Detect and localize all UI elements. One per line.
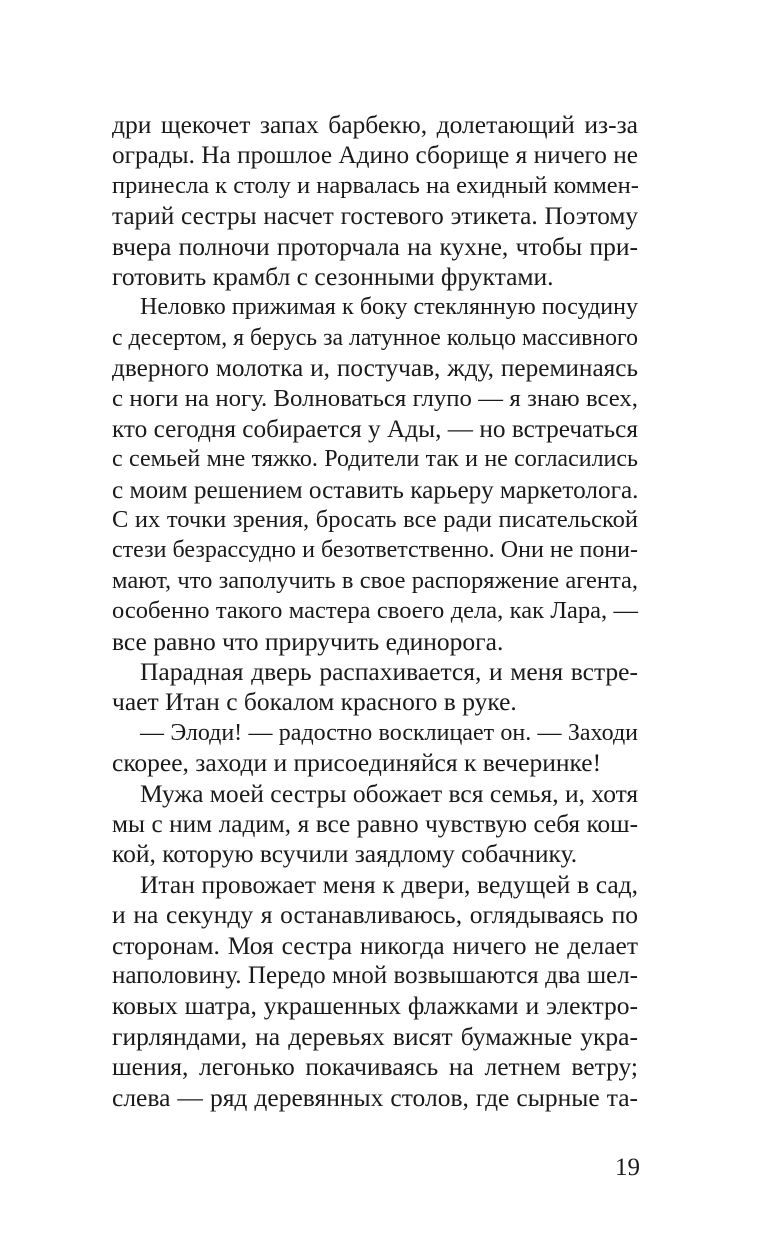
text-line: стези безрассудно и безответственно. Они не пони-	[112, 537, 638, 564]
text-line: принесла к столу и нарвалась на ехидный коммен-	[112, 171, 639, 199]
text-line: все равно что приручить единорога.	[112, 626, 504, 656]
paragraph-3	[112, 657, 638, 718]
text-line: дверного молотка и, постучав, жду, переминаясь	[112, 354, 638, 383]
text-line: С их точки зрения, бросать все ради писательской	[112, 506, 638, 534]
text-line: наполовину. Передо мной возвышаются два шел-	[112, 961, 638, 989]
text-line: тарий сестры насчет гостевого этикета. Поэтому	[112, 202, 638, 231]
text-line: кой, которую всучили заядлому собачнику.	[112, 839, 578, 869]
paragraph-6	[112, 870, 638, 1113]
text-line: шения, легонько покачиваясь на летнем ветру;	[112, 1052, 638, 1082]
paragraph-4-dialogue	[112, 718, 638, 779]
text-line: — Элоди! — радостно восклицает он. — Заходи	[140, 719, 638, 746]
text-line: Неловко прижимая к боку стеклянную посудину	[140, 294, 638, 321]
text-line: Парадная дверь распахивается, и меня встре-	[140, 657, 638, 687]
text-line: готовить крамбл с сезонными фруктами.	[112, 261, 554, 291]
text-line: Итан провожает меня к двери, ведущей в сад,	[140, 869, 638, 899]
text-line: слева — ряд деревянных столов, где сырные та-	[112, 1082, 638, 1112]
body-text	[112, 110, 638, 1113]
text-line: особенно такого мастера своего дела, как Лара, —	[112, 597, 638, 625]
text-line: гирляндами, на деревьях висят бумажные укра-	[112, 1021, 638, 1051]
paragraph-2	[112, 292, 638, 657]
text-line: с десертом, я берусь за латунное кольцо массивного	[112, 324, 638, 351]
text-line: и на секунду я останавливаюсь, оглядываясь по	[112, 900, 638, 930]
paragraph-1	[112, 110, 638, 292]
text-line: мы с ним ладим, я все равно чувствую себя кош-	[112, 809, 638, 838]
text-line: вчера полночи проторчала на кухне, чтобы при-	[112, 231, 638, 261]
text-line: чает Итан с бокалом красного в руке.	[112, 687, 517, 717]
text-line: мают, что заполучить в свое распоряжение агента,	[112, 566, 638, 594]
text-line: сторонам. Моя сестра никогда ничего не делает	[112, 930, 638, 960]
text-line: с ноги на ногу. Волноваться глупо — я знаю всех,	[112, 384, 638, 412]
text-line: кто сегодня собирается у Ады, — но встречаться	[112, 414, 638, 443]
text-line: ковых шатра, украшенных флажками и электро-	[112, 991, 638, 1021]
page-number: 19	[615, 1154, 640, 1181]
text-line: дри щекочет запах барбекю, долетающий из-за	[112, 110, 638, 139]
text-line: скорее, заходи и присоединяйся к вечеринке!	[112, 748, 602, 778]
text-line: с моим решением оставить карьеру маркетолога.	[112, 475, 639, 504]
text-line: с семьей мне тяжко. Родители так и не согласились	[112, 446, 638, 473]
text-line: Мужа моей сестры обожает вся семья, и, хотя	[140, 778, 639, 808]
paragraph-5	[112, 779, 638, 870]
text-line: ограды. На прошлое Адино сборище я ничего не	[112, 141, 638, 170]
